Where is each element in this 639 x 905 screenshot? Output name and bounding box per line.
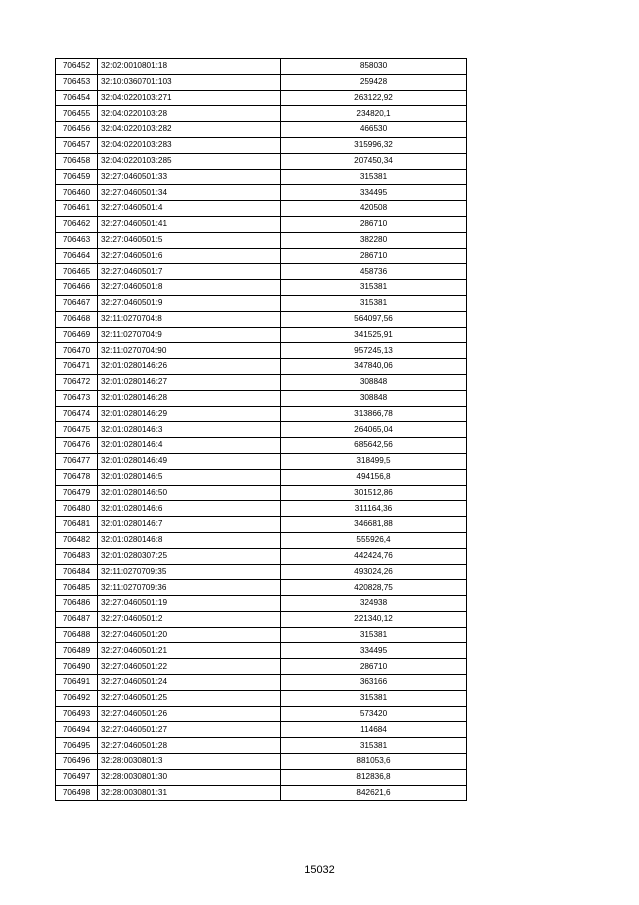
cadastral-number-cell: 32:27:0460501:24 — [98, 675, 281, 691]
row-id-cell: 706471 — [56, 359, 98, 375]
table-row — [56, 627, 467, 643]
cadastral-number-cell: 32:01:0280146:6 — [98, 501, 281, 517]
cadastral-number-cell: 32:27:0460501:7 — [98, 264, 281, 280]
table-row — [56, 469, 467, 485]
table-row — [56, 106, 467, 122]
cadastral-number-cell: 32:27:0460501:9 — [98, 295, 281, 311]
value-cell: 442424,76 — [281, 548, 467, 564]
cadastral-number-cell: 32:04:0220103:271 — [98, 90, 281, 106]
value-cell: 315381 — [281, 295, 467, 311]
value-cell: 346681,88 — [281, 517, 467, 533]
row-id-cell: 706454 — [56, 90, 98, 106]
value-cell: 264065,04 — [281, 422, 467, 438]
row-id-cell: 706487 — [56, 611, 98, 627]
row-id-cell: 706463 — [56, 232, 98, 248]
value-cell: 315381 — [281, 627, 467, 643]
row-id-cell: 706484 — [56, 564, 98, 580]
cadastral-number-cell: 32:02:0010801:18 — [98, 59, 281, 75]
row-id-cell: 706457 — [56, 137, 98, 153]
table-row — [56, 169, 467, 185]
cadastral-number-cell: 32:01:0280146:8 — [98, 532, 281, 548]
value-cell: 334495 — [281, 185, 467, 201]
value-cell: 573420 — [281, 706, 467, 722]
table-row — [56, 675, 467, 691]
cadastral-number-cell: 32:27:0460501:4 — [98, 201, 281, 217]
table-row — [56, 722, 467, 738]
row-id-cell: 706492 — [56, 690, 98, 706]
row-id-cell: 706493 — [56, 706, 98, 722]
table-row — [56, 390, 467, 406]
cadastral-number-cell: 32:04:0220103:285 — [98, 153, 281, 169]
row-id-cell: 706466 — [56, 280, 98, 296]
cadastral-number-cell: 32:01:0280146:26 — [98, 359, 281, 375]
cadastral-number-cell: 32:04:0220103:283 — [98, 137, 281, 153]
value-cell: 207450,34 — [281, 153, 467, 169]
cadastral-number-cell: 32:27:0460501:34 — [98, 185, 281, 201]
row-id-cell: 706490 — [56, 659, 98, 675]
page-number: 15032 — [304, 864, 335, 876]
cadastral-number-cell: 32:01:0280146:27 — [98, 374, 281, 390]
table-row — [56, 153, 467, 169]
row-id-cell: 706452 — [56, 59, 98, 75]
value-cell: 466530 — [281, 122, 467, 138]
row-id-cell: 706479 — [56, 485, 98, 501]
table-row — [56, 580, 467, 596]
data-table-body — [56, 59, 467, 801]
table-row — [56, 280, 467, 296]
value-cell: 315381 — [281, 738, 467, 754]
row-id-cell: 706486 — [56, 596, 98, 612]
cadastral-number-cell: 32:01:0280307:25 — [98, 548, 281, 564]
cadastral-number-cell: 32:27:0460501:28 — [98, 738, 281, 754]
value-cell: 318499,5 — [281, 453, 467, 469]
value-cell: 259428 — [281, 74, 467, 90]
value-cell: 315381 — [281, 280, 467, 296]
value-cell: 308848 — [281, 374, 467, 390]
cadastral-number-cell: 32:27:0460501:25 — [98, 690, 281, 706]
value-cell: 221340,12 — [281, 611, 467, 627]
row-id-cell: 706485 — [56, 580, 98, 596]
cadastral-number-cell: 32:27:0460501:5 — [98, 232, 281, 248]
table-row — [56, 232, 467, 248]
row-id-cell: 706480 — [56, 501, 98, 517]
value-cell: 812836,8 — [281, 769, 467, 785]
value-cell: 347840,06 — [281, 359, 467, 375]
table-row — [56, 59, 467, 75]
cadastral-number-cell: 32:11:0270709:35 — [98, 564, 281, 580]
cadastral-number-cell: 32:27:0460501:19 — [98, 596, 281, 612]
cadastral-number-cell: 32:27:0460501:26 — [98, 706, 281, 722]
table-row — [56, 659, 467, 675]
row-id-cell: 706496 — [56, 754, 98, 770]
table-row — [56, 785, 467, 801]
table-row — [56, 517, 467, 533]
cadastral-number-cell: 32:28:0030801:30 — [98, 769, 281, 785]
table-row — [56, 532, 467, 548]
data-table — [55, 58, 467, 801]
cadastral-number-cell: 32:28:0030801:3 — [98, 754, 281, 770]
table-row — [56, 548, 467, 564]
row-id-cell: 706456 — [56, 122, 98, 138]
row-id-cell: 706473 — [56, 390, 98, 406]
value-cell: 858030 — [281, 59, 467, 75]
row-id-cell: 706467 — [56, 295, 98, 311]
cadastral-number-cell: 32:27:0460501:22 — [98, 659, 281, 675]
value-cell: 313866,78 — [281, 406, 467, 422]
table-row — [56, 706, 467, 722]
table-row — [56, 74, 467, 90]
row-id-cell: 706497 — [56, 769, 98, 785]
value-cell: 555926,4 — [281, 532, 467, 548]
row-id-cell: 706469 — [56, 327, 98, 343]
row-id-cell: 706488 — [56, 627, 98, 643]
cadastral-number-cell: 32:27:0460501:21 — [98, 643, 281, 659]
table-row — [56, 422, 467, 438]
cadastral-number-cell: 32:27:0460501:20 — [98, 627, 281, 643]
row-id-cell: 706455 — [56, 106, 98, 122]
value-cell: 494156,8 — [281, 469, 467, 485]
row-id-cell: 706470 — [56, 343, 98, 359]
value-cell: 564097,56 — [281, 311, 467, 327]
value-cell: 685642,56 — [281, 438, 467, 454]
cadastral-number-cell: 32:27:0460501:33 — [98, 169, 281, 185]
table-row — [56, 485, 467, 501]
row-id-cell: 706481 — [56, 517, 98, 533]
row-id-cell: 706472 — [56, 374, 98, 390]
cadastral-number-cell: 32:11:0270709:36 — [98, 580, 281, 596]
row-id-cell: 706458 — [56, 153, 98, 169]
row-id-cell: 706491 — [56, 675, 98, 691]
value-cell: 420828,75 — [281, 580, 467, 596]
table-row — [56, 122, 467, 138]
row-id-cell: 706465 — [56, 264, 98, 280]
cadastral-number-cell: 32:11:0270704:90 — [98, 343, 281, 359]
value-cell: 315381 — [281, 690, 467, 706]
value-cell: 301512,86 — [281, 485, 467, 501]
cadastral-number-cell: 32:27:0460501:6 — [98, 248, 281, 264]
table-row — [56, 264, 467, 280]
value-cell: 114684 — [281, 722, 467, 738]
value-cell: 382280 — [281, 232, 467, 248]
row-id-cell: 706477 — [56, 453, 98, 469]
value-cell: 341525,91 — [281, 327, 467, 343]
value-cell: 263122,92 — [281, 90, 467, 106]
cadastral-number-cell: 32:01:0280146:29 — [98, 406, 281, 422]
table-row — [56, 501, 467, 517]
value-cell: 842621,6 — [281, 785, 467, 801]
table-row — [56, 343, 467, 359]
row-id-cell: 706453 — [56, 74, 98, 90]
row-id-cell: 706478 — [56, 469, 98, 485]
table-row — [56, 359, 467, 375]
row-id-cell: 706464 — [56, 248, 98, 264]
cadastral-number-cell: 32:27:0460501:8 — [98, 280, 281, 296]
row-id-cell: 706476 — [56, 438, 98, 454]
value-cell: 420508 — [281, 201, 467, 217]
table-row — [56, 754, 467, 770]
row-id-cell: 706462 — [56, 216, 98, 232]
cadastral-number-cell: 32:28:0030801:31 — [98, 785, 281, 801]
table-row — [56, 564, 467, 580]
table-row — [56, 90, 467, 106]
cadastral-number-cell: 32:04:0220103:282 — [98, 122, 281, 138]
cadastral-number-cell: 32:01:0280146:5 — [98, 469, 281, 485]
row-id-cell: 706460 — [56, 185, 98, 201]
cadastral-number-cell: 32:01:0280146:4 — [98, 438, 281, 454]
value-cell: 315996,32 — [281, 137, 467, 153]
cadastral-number-cell: 32:10:0360701:103 — [98, 74, 281, 90]
table-row — [56, 374, 467, 390]
table-row — [56, 769, 467, 785]
table-row — [56, 327, 467, 343]
value-cell: 234820,1 — [281, 106, 467, 122]
cadastral-number-cell: 32:27:0460501:27 — [98, 722, 281, 738]
value-cell: 286710 — [281, 659, 467, 675]
cadastral-number-cell: 32:04:0220103:28 — [98, 106, 281, 122]
table-row — [56, 738, 467, 754]
value-cell: 324938 — [281, 596, 467, 612]
value-cell: 286710 — [281, 248, 467, 264]
cadastral-number-cell: 32:01:0280146:50 — [98, 485, 281, 501]
table-row — [56, 201, 467, 217]
table-row — [56, 643, 467, 659]
row-id-cell: 706461 — [56, 201, 98, 217]
table-row — [56, 185, 467, 201]
value-cell: 881053,6 — [281, 754, 467, 770]
row-id-cell: 706459 — [56, 169, 98, 185]
table-row — [56, 438, 467, 454]
value-cell: 493024,26 — [281, 564, 467, 580]
table-row — [56, 248, 467, 264]
table-row — [56, 596, 467, 612]
row-id-cell: 706498 — [56, 785, 98, 801]
cadastral-number-cell: 32:01:0280146:7 — [98, 517, 281, 533]
row-id-cell: 706482 — [56, 532, 98, 548]
value-cell: 315381 — [281, 169, 467, 185]
row-id-cell: 706468 — [56, 311, 98, 327]
value-cell: 311164,36 — [281, 501, 467, 517]
cadastral-number-cell: 32:27:0460501:2 — [98, 611, 281, 627]
table-row — [56, 406, 467, 422]
cadastral-number-cell: 32:01:0280146:49 — [98, 453, 281, 469]
table-row — [56, 295, 467, 311]
value-cell: 458736 — [281, 264, 467, 280]
table-row — [56, 611, 467, 627]
table-row — [56, 311, 467, 327]
cadastral-number-cell: 32:01:0280146:3 — [98, 422, 281, 438]
value-cell: 286710 — [281, 216, 467, 232]
cadastral-number-cell: 32:01:0280146:28 — [98, 390, 281, 406]
value-cell: 363166 — [281, 675, 467, 691]
table-row — [56, 690, 467, 706]
value-cell: 334495 — [281, 643, 467, 659]
value-cell: 957245,13 — [281, 343, 467, 359]
row-id-cell: 706483 — [56, 548, 98, 564]
value-cell: 308848 — [281, 390, 467, 406]
row-id-cell: 706489 — [56, 643, 98, 659]
cadastral-number-cell: 32:11:0270704:8 — [98, 311, 281, 327]
table-row — [56, 453, 467, 469]
row-id-cell: 706495 — [56, 738, 98, 754]
table-row — [56, 137, 467, 153]
cadastral-number-cell: 32:27:0460501:41 — [98, 216, 281, 232]
row-id-cell: 706475 — [56, 422, 98, 438]
row-id-cell: 706494 — [56, 722, 98, 738]
row-id-cell: 706474 — [56, 406, 98, 422]
table-row — [56, 216, 467, 232]
cadastral-number-cell: 32:11:0270704:9 — [98, 327, 281, 343]
